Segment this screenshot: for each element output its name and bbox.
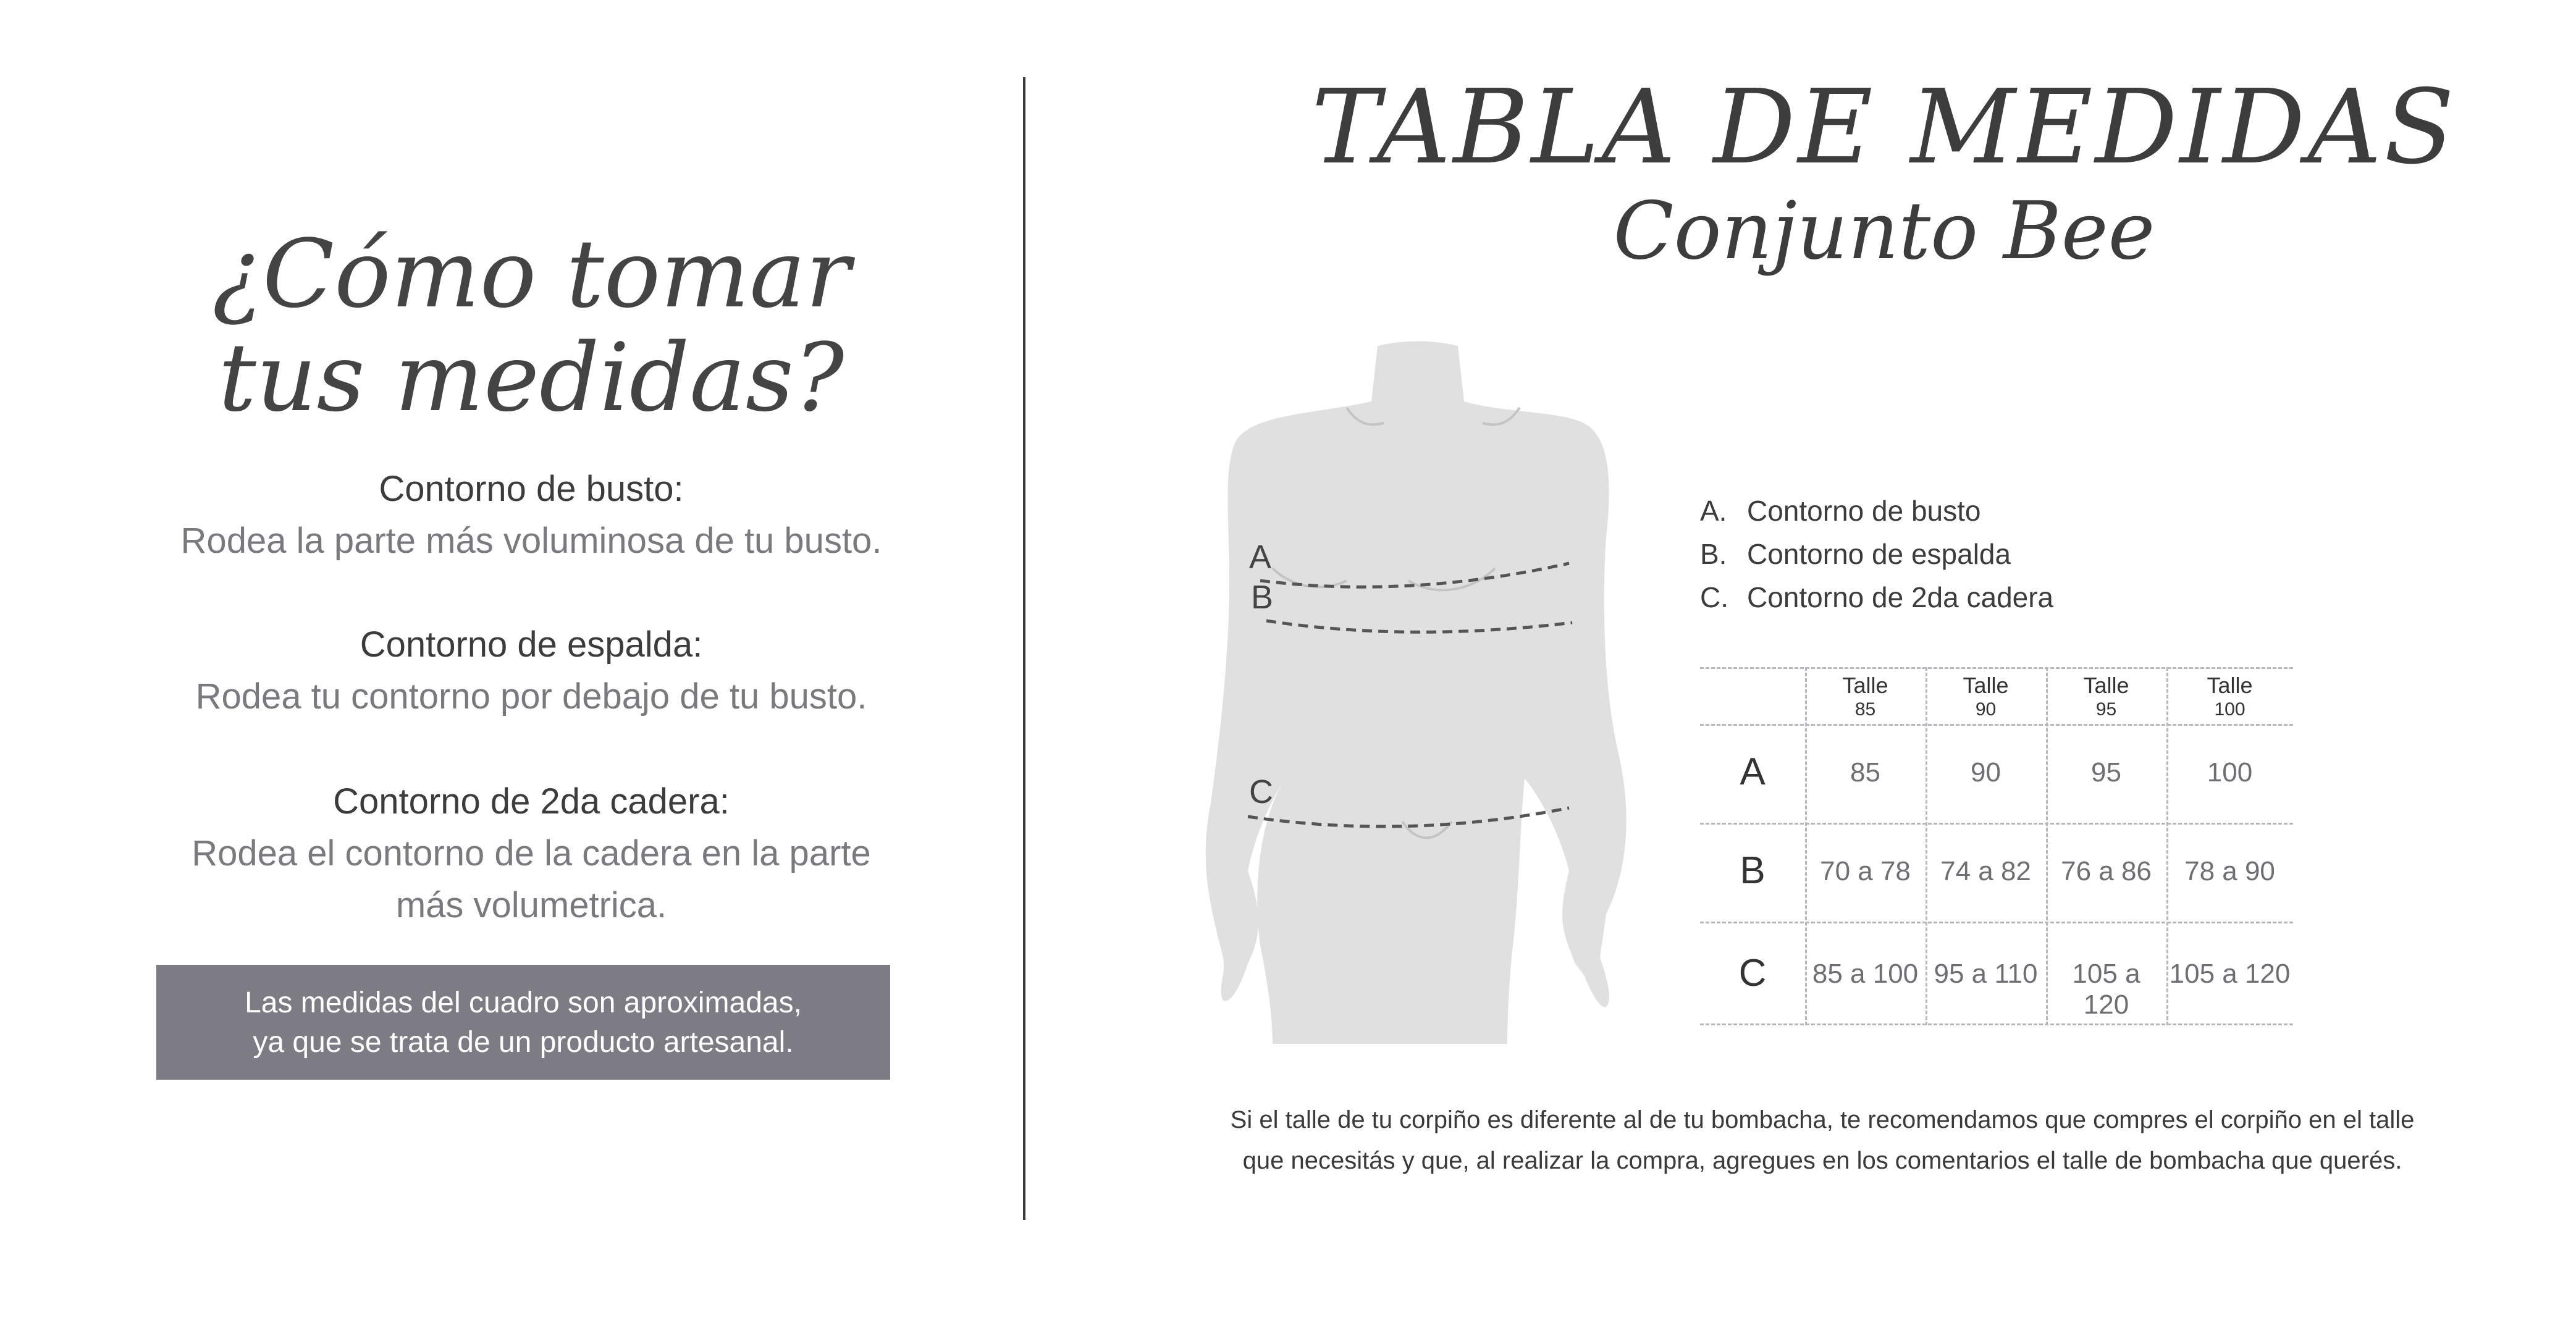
legend-text-b: Contorno de espalda: [1747, 538, 2011, 570]
table-cell: 74 a 82: [1940, 856, 2031, 886]
how-to-title-line2: tus medidas?: [218, 323, 844, 432]
legend-item-a: [1700, 494, 1981, 527]
product-subtitle: Conjunto Bee: [1613, 185, 2155, 277]
hip-desc-line2: más volumetrica.: [395, 885, 667, 925]
row-label-c: C: [1738, 952, 1767, 994]
table-cell: 78 a 90: [2184, 856, 2275, 886]
footnote-line1: Si el talle de tu corpiño es diferente al de tu bombacha, te recomendamos que compres el corpiño en el talle: [1230, 1106, 2415, 1133]
legend-item-c: [1700, 581, 2053, 614]
note-line2: ya que se trata de un producto artesanal.: [253, 1026, 794, 1059]
figure-label-a: A: [1249, 539, 1272, 576]
bust-desc: Rodea la parte más voluminosa de tu busto.: [180, 521, 882, 561]
figure-label-c: C: [1249, 773, 1273, 810]
size-footnote: [1143, 1099, 2502, 1181]
table-cell: 95: [2091, 757, 2121, 788]
footnote-line2: que necesitás y que, al realizar la compra, agregues en los comentarios el talle de bombacha que querés.: [1242, 1147, 2402, 1174]
bust-heading: Contorno de busto:: [379, 469, 684, 509]
approximate-note: [156, 965, 890, 1080]
header-talle-100: Talle 100: [2207, 673, 2253, 720]
body-shape: [1206, 342, 1627, 1044]
header-talle-95: Talle 95: [2083, 673, 2129, 720]
legend-letter-a: A.: [1700, 495, 1727, 527]
legend-item-b: [1700, 537, 2011, 571]
how-to-title: [154, 219, 908, 432]
row-label-b: B: [1740, 849, 1766, 892]
size-table: [1700, 667, 2293, 1025]
table-cell: 100: [2207, 757, 2253, 788]
back-desc: Rodea tu contorno por debajo de tu busto.: [195, 676, 867, 717]
row-label-a: A: [1740, 750, 1766, 793]
table-cell: 90: [1971, 757, 2001, 788]
legend-text-c: Contorno de 2da cadera: [1747, 581, 2054, 613]
table-cell: 95 a 110: [1934, 959, 2038, 989]
table-cell: 85: [1850, 757, 1880, 788]
table-cell: 105 a 120: [2072, 959, 2140, 1020]
table-cell: 85 a 100: [1812, 959, 1919, 989]
header-talle-85: Talle 85: [1842, 673, 1888, 720]
table-cell: 105 a 120: [2169, 959, 2291, 989]
hip-desc-line1: Rodea el contorno de la cadera en la parte: [192, 833, 871, 873]
table-cell: 76 a 86: [2061, 856, 2152, 886]
legend-letter-b: B.: [1700, 538, 1727, 570]
column-divider: [1023, 77, 1025, 1220]
header-talle-90: Talle 90: [1963, 673, 2009, 720]
note-line1: Las medidas del cuadro son aproximadas,: [245, 986, 802, 1019]
size-chart-title: TABLA DE MEDIDAS: [1311, 68, 2457, 187]
legend-letter-c: C.: [1700, 581, 1728, 613]
hip-desc: [99, 828, 964, 931]
figure-label-b: B: [1251, 579, 1274, 616]
how-to-title-line1: ¿Cómo tomar: [212, 219, 851, 329]
hip-heading: Contorno de 2da cadera:: [333, 781, 730, 822]
back-heading: Contorno de espalda:: [360, 624, 703, 665]
legend-text-a: Contorno de busto: [1747, 495, 1981, 527]
table-cell: 70 a 78: [1820, 856, 1911, 886]
body-silhouette: [1174, 334, 1656, 1056]
